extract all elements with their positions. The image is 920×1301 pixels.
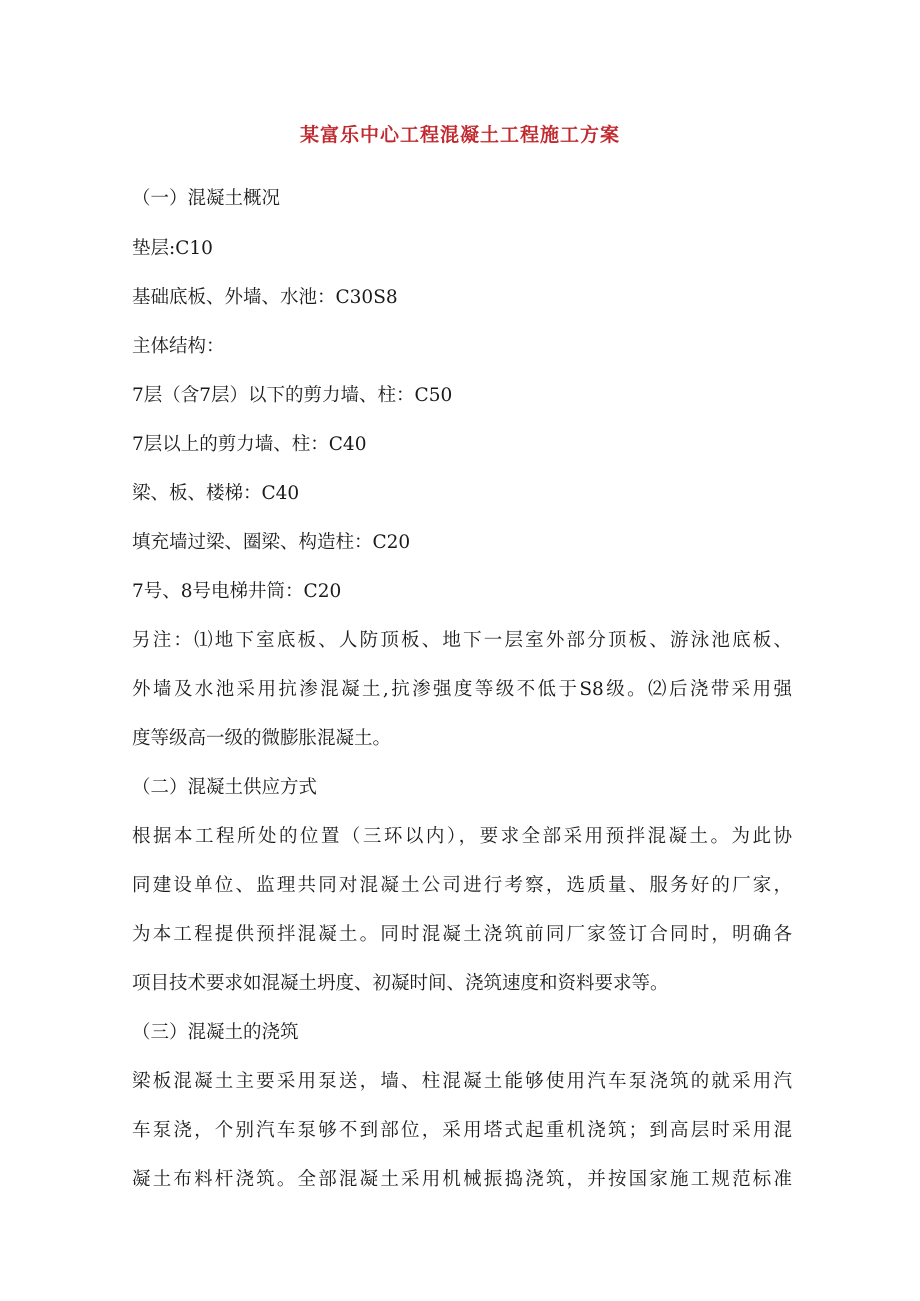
text-line: 凝土布料杆浇筑。全部混凝土采用机械振捣浇筑，并按国家施工规范标准 [132, 1169, 792, 1190]
document-title: 某富乐中心工程混凝土工程施工方案 [299, 124, 620, 146]
section-heading-3: （三）混凝土的浇筑 [132, 1022, 299, 1043]
text-line: 为本工程提供预拌混凝土。同时混凝土浇筑前同厂家签订合同时，明确各 [132, 924, 792, 945]
text-line: 度等级高一级的微膨胀混凝土。 [132, 728, 392, 749]
text-line: 填充墙过梁、圈梁、构造柱：C20 [132, 532, 411, 553]
text-line: 梁、板、楼梯：C40 [132, 483, 300, 504]
text-line: 同建设单位、监理共同对混凝土公司进行考察，选质量、服务好的厂家， [132, 875, 792, 896]
text-line: 7层以上的剪力墙、柱：C40 [132, 434, 367, 455]
text-line: 外墙及水池采用抗渗混凝土,抗渗强度等级不低于S8级。⑵后浇带采用强 [132, 679, 792, 700]
section-heading-2: （二）混凝土供应方式 [132, 777, 318, 798]
text-line: 7层（含7层）以下的剪力墙、柱：C50 [132, 385, 453, 406]
text-line: 主体结构： [132, 336, 225, 357]
text-line: 7号、8号电梯井筒：C20 [132, 581, 342, 602]
text-line: 基础底板、外墙、水池：C30S8 [132, 287, 398, 308]
section-heading-1: （一）混凝土概况 [132, 188, 281, 209]
text-line: 项目技术要求如混凝土坍度、初凝时间、浇筑速度和资料要求等。 [132, 973, 669, 994]
text-line: 垫层:C10 [132, 238, 213, 259]
text-line: 车泵浇，个别汽车泵够不到部位，采用塔式起重机浇筑；到高层时采用混 [132, 1120, 792, 1141]
text-line: 另注：⑴地下室底板、人防顶板、地下一层室外部分顶板、游泳池底板、 [132, 630, 792, 651]
text-line: 梁板混凝土主要采用泵送，墙、柱混凝土能够使用汽车泵浇筑的就采用汽 [132, 1071, 792, 1092]
text-line: 根据本工程所处的位置（三环以内），要求全部采用预拌混凝土。为此协 [132, 826, 792, 847]
